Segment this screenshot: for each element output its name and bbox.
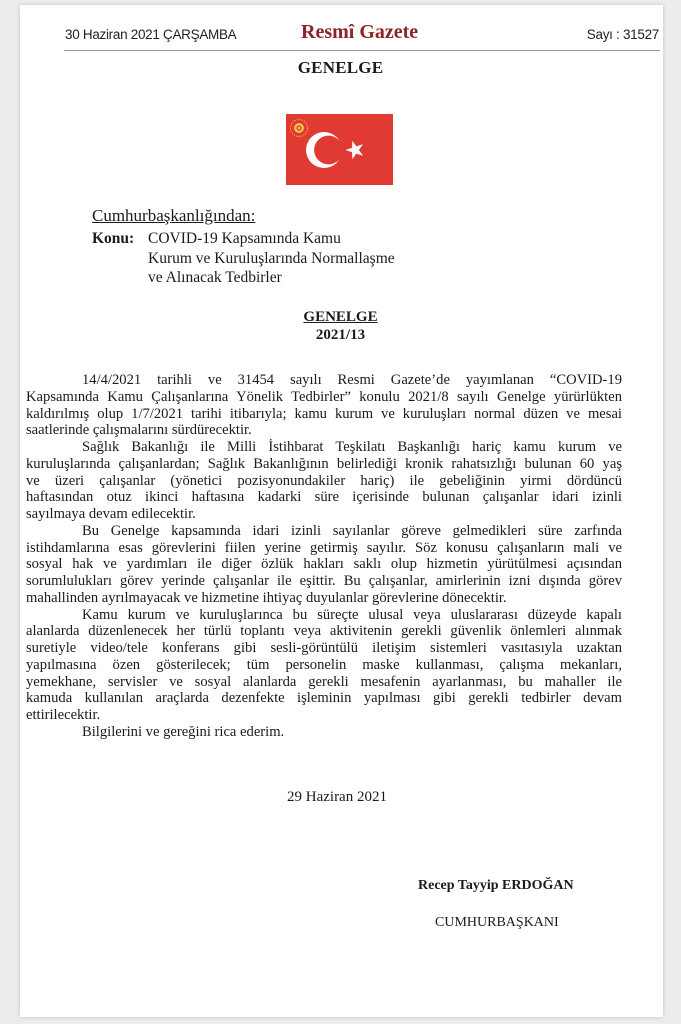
text-line: istihdamlarına esas görevlerini fiilen yerine getirmiş sayılır. Söz konusu çalışanların mali ve [26, 539, 622, 556]
publication-date: 30 Haziran 2021 ÇARŞAMBA [65, 27, 237, 42]
text-line: Bu Genelge kapsamında idari izinli sayılanlar göreve gelmedikleri süre zarfında [82, 522, 622, 539]
text-line: Sağlık Bakanlığı ile Milli İstihbarat Teşkilatı Başkanlığı hariç kamu kurum ve [82, 439, 622, 455]
text-line: saatlerinde çalışmalarını sürdürecektir. [26, 422, 252, 439]
circular-number: 2021/13 [315, 327, 366, 343]
signatory-title: CUMHURBAŞKANI [435, 915, 559, 930]
paragraph-3 [26, 523, 622, 607]
text-line: yapılmasına özen gösterilecek; tüm personelin maske kullanması, çalışma mekanları, [26, 656, 622, 673]
text-line: kuruluşlarında çalışanlardan; Sağlık Bakanlığının belirlediği kronik rahatsızlığı bulunan 60 yaş [26, 455, 622, 472]
text-line: sosyal hak ve yardımları ile diğer özlük hakları saklı olup hizmetin yürütülmesi açısından [26, 556, 622, 573]
text-line: suretiyle video/tele konferans gibi sesli-görüntülü iletişim sistemleri vasıtasıyla uzaktan [26, 640, 622, 656]
paragraph-2 [26, 439, 622, 523]
subject-label: Konu: [92, 230, 135, 247]
publication-title: Resmî Gazete [301, 21, 419, 43]
turkish-flag-icon [286, 114, 393, 185]
subject-line: Kurum ve Kuruluşlarında Normallaşme [148, 249, 395, 267]
crescent-inner [314, 136, 343, 165]
gazette-header [64, 19, 660, 51]
issuer: Cumhurbaşkanlığından: [92, 206, 256, 225]
text-line: kaldırılmış olup 1/7/2021 tarihi itibarıyla; kamu kurum ve kuruluşları normal düzen ve mesai [26, 405, 622, 422]
subject-line: COVID-19 Kapsamında Kamu [148, 230, 341, 247]
text-line: sorumlulukları görev yerinde çalışanlar ile eşittir. Bu çalışanlar, amirlerinin izni dışında görev [26, 573, 622, 589]
paragraph-4 [26, 607, 622, 724]
subject-text [148, 229, 448, 288]
text-line: mahallinden ayrılmayacak ve hizmetine ihtiyaç duyulanlar görevlerine dönecektir. [26, 589, 507, 606]
subject-line: ve Alınacak Tedbirler [148, 269, 282, 286]
text-line: Kamu kurum ve kuruluşlarınca bu süreçte ulusal veya uluslararası düzeyde kapalı [82, 606, 622, 623]
signatory-name: Recep Tayyip ERDOĞAN [418, 878, 574, 893]
text-line: 14/4/2021 tarihli ve 31454 sayılı Resmi Gazete’de yayımlanan “COVID-19 [82, 372, 622, 388]
signing-date: 29 Haziran 2021 [287, 789, 387, 805]
text-line: Kapsamında Kamu Çalışanlarına Yönelik Tedbirler” konulu 2021/8 sayılı Genelge yürürlükten [26, 388, 622, 405]
text-line: ve üzeri çalışanlar (yönetici pozisyonundakiler hariç) ile gebeliğinin yirmi dördüncü [26, 472, 622, 489]
text-line: alanlarda düzenlenecek her türlü toplantı veya aktivitenin gerekli güvenlik önlemleri alınmak [26, 623, 622, 640]
closing-line: Bilgilerini ve gereğini rica ederim. [82, 723, 285, 740]
circular-body [26, 372, 622, 741]
circular-title: GENELGE [303, 309, 378, 325]
text-line: ettirilecektir. [26, 707, 101, 723]
text-line: yemekhane, servisler ve sosyal alanlarda gerekli mesafenin ayarlanması, bu mahaller ile [26, 673, 622, 690]
paragraph-1 [26, 372, 622, 439]
text-line: kamuda kullanılan araçlarda dezenfekte işleminin yapılması gibi gerekli tedbirler devam [26, 690, 622, 707]
issue-number: Sayı : 31527 [586, 27, 659, 42]
text-line: sayılmaya devam edilecektir. [26, 506, 196, 522]
document-type-heading: GENELGE [297, 58, 384, 77]
text-line: haftasından otuz ikinci haftasına kadarki süre içerisinde bulunan çalışanlar idari izinli [26, 489, 622, 506]
